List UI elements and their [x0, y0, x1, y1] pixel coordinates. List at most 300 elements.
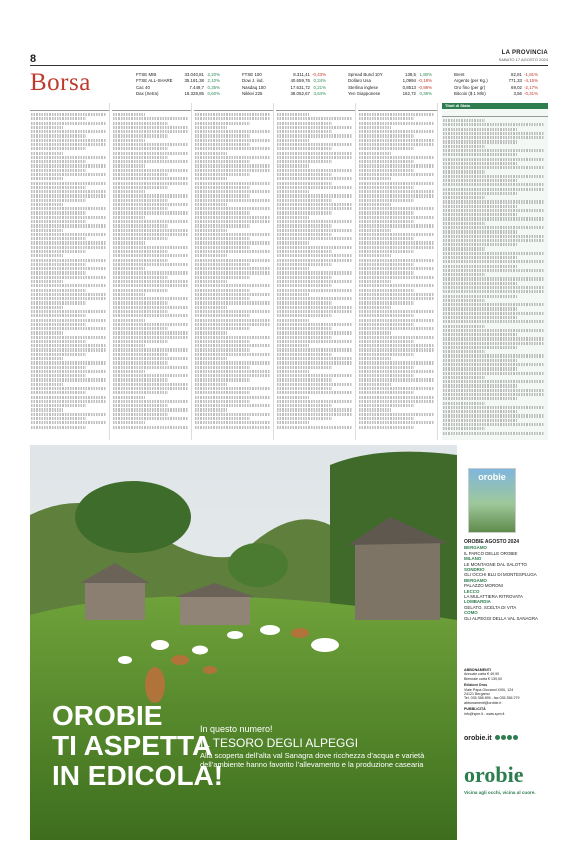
listing-line [195, 353, 270, 356]
listing-line [277, 134, 352, 137]
listing-line [443, 320, 544, 323]
listing-line [443, 329, 544, 332]
listing-line [359, 387, 434, 390]
orobie-logo: orobie [464, 762, 524, 787]
listing-line [359, 216, 434, 219]
listing-line [195, 186, 250, 189]
listing-line [113, 284, 188, 287]
listing-line [113, 233, 188, 236]
listing-line [195, 301, 270, 304]
listing-line [31, 113, 106, 116]
listing-line [195, 400, 250, 403]
listing-line [443, 243, 517, 246]
pub-line: info@spm.it - www.spm.it [464, 711, 505, 716]
listing-line [359, 421, 434, 424]
listing-line [359, 160, 414, 163]
listing-line [31, 280, 63, 283]
listing-line [31, 177, 63, 180]
listing-line [113, 177, 188, 180]
listing-line [277, 426, 352, 429]
listing-line [113, 319, 145, 322]
listing-line [277, 216, 309, 219]
listing-line [277, 413, 352, 416]
listing-line [195, 241, 270, 244]
listing-line [113, 336, 188, 339]
listing-line [359, 267, 434, 270]
listing-line [113, 199, 168, 202]
listing-line [443, 260, 544, 263]
listing-line [195, 147, 270, 150]
listing-line [195, 173, 250, 176]
listing-line [359, 224, 434, 227]
listing-line [31, 229, 63, 232]
listing-line [195, 323, 270, 326]
listing-line [277, 194, 352, 197]
listing-line [359, 284, 434, 287]
listing-line [31, 186, 86, 189]
listing-line [443, 414, 544, 417]
contents-item: LECCO LA MULATTIERA RITROVATA [464, 588, 523, 600]
listing-line [277, 224, 332, 227]
listing-line [31, 417, 86, 420]
listing-line [195, 216, 270, 219]
listing-line [443, 230, 517, 233]
listing-line [195, 306, 227, 309]
listing-line [443, 282, 517, 285]
listing-line [113, 344, 145, 347]
listing-line [195, 254, 227, 257]
listing-line [443, 299, 485, 302]
index-row: Spread Bund 10Y 138,5 1,80% [348, 72, 432, 77]
listing-line [31, 361, 106, 364]
listing-line [113, 417, 188, 420]
listing-line [277, 113, 309, 116]
listing-line [443, 419, 517, 422]
listing-line [443, 145, 485, 148]
listing-line [113, 139, 145, 142]
listing-line [113, 152, 188, 155]
listing-line [277, 400, 352, 403]
listing-line [277, 408, 352, 411]
listing-line [113, 113, 145, 116]
listing-line [277, 126, 352, 129]
listing-line [277, 117, 352, 120]
listing-line [31, 421, 106, 424]
listing-line [443, 158, 544, 161]
listing-line [443, 350, 485, 353]
listing-line [359, 126, 391, 129]
listing-line [31, 194, 106, 197]
index-row: FTSE MIB 33.040,81 2,20% [136, 72, 220, 77]
listing-line [31, 259, 106, 262]
index-row: Nasdaq 100 17.631,72 0,21% [242, 84, 326, 90]
listing-line [113, 353, 168, 356]
listing-line [113, 250, 168, 253]
listing-line [359, 396, 434, 399]
indices-block-1 [136, 72, 220, 98]
listing-line [443, 217, 544, 220]
bonds-header: Titoli di Stato [442, 103, 548, 109]
listing-line [443, 247, 485, 250]
listing-line [277, 331, 352, 334]
listing-line [443, 252, 544, 255]
listing-line [31, 207, 106, 210]
listing-line [31, 241, 106, 244]
listing-line [195, 164, 270, 167]
listing-line [113, 156, 168, 159]
listing-line [443, 200, 544, 203]
listing-line [443, 384, 517, 387]
orobie-advert [30, 445, 457, 840]
listing-line [195, 276, 250, 279]
listing-line [113, 323, 188, 326]
listing-line [113, 301, 168, 304]
listing-line [113, 331, 188, 334]
listing-line [277, 211, 332, 214]
listing-line [31, 366, 86, 369]
contents-item: BERGAMO IL PARCO DELLE OROBIE [464, 545, 518, 556]
listing-line [443, 427, 485, 430]
listing-line [443, 342, 544, 345]
listing-line [113, 194, 188, 197]
cover-logo: orobie [478, 472, 506, 482]
listing-line [443, 239, 544, 242]
listing-line [113, 130, 188, 133]
listing-line [195, 314, 250, 317]
listing-line [113, 241, 145, 244]
listing-line [443, 372, 544, 375]
index-row: Oro fino (per gr) 69,02 -2,17% [454, 84, 538, 90]
listing-line [277, 310, 352, 313]
listing-line [443, 367, 517, 370]
listing-line [443, 256, 517, 259]
listing-line [277, 323, 352, 326]
listing-line [277, 387, 332, 390]
listing-line [443, 222, 485, 225]
listing-line [113, 348, 188, 351]
listing-line [195, 156, 270, 159]
index-row: Cac 40 7.449,7 0,35% [136, 84, 220, 90]
listing-line [113, 340, 168, 343]
index-row: FTSE 100 8.311,41 -0,43% [242, 72, 326, 77]
listing-line [31, 182, 106, 185]
listing-line [113, 207, 168, 210]
listing-line [31, 353, 86, 356]
listing-line [359, 182, 434, 185]
listing-line [113, 126, 188, 129]
listing-line [195, 336, 270, 339]
listing-line [31, 293, 106, 296]
index-row: Nikkei 225 38.062,67 3,64% [242, 91, 326, 97]
listing-line [195, 199, 270, 202]
listing-line [31, 344, 106, 347]
listing-column [30, 103, 110, 440]
listing-line [277, 139, 309, 142]
listing-line [195, 246, 250, 249]
listing-line [443, 346, 517, 349]
listing-line [113, 374, 188, 377]
listing-line [443, 333, 517, 336]
facebook-icon[interactable] [495, 735, 500, 740]
listing-line [443, 325, 485, 328]
contents-item: MILANO LE MONTAGNE DAL SALOTTO [464, 556, 527, 567]
listing-line [359, 293, 434, 296]
listing-line [359, 241, 434, 244]
bonds-column [442, 103, 548, 440]
listing-line [359, 169, 414, 172]
listing-line [195, 117, 270, 120]
listing-line [195, 139, 270, 142]
listing-line [359, 378, 434, 381]
listing-line [277, 147, 332, 150]
listing-line [31, 216, 106, 219]
listing-line [195, 327, 250, 330]
listing-line [31, 160, 86, 163]
listing-line [113, 164, 145, 167]
listing-line [31, 306, 63, 309]
listing-line [31, 336, 106, 339]
listing-line [443, 303, 544, 306]
listing-line [359, 383, 391, 386]
listing-line [31, 250, 86, 253]
listing-line [113, 426, 188, 429]
listing-line [443, 286, 544, 289]
index-row: Dollaro Usa 1,0994 -0,18% [348, 78, 432, 84]
listing-line [113, 391, 168, 394]
website-row [464, 735, 518, 742]
listing-line [195, 310, 270, 313]
listing-line [113, 280, 188, 283]
listing-line [195, 404, 270, 407]
listing-line [277, 276, 332, 279]
listing-line [277, 229, 352, 232]
listing-line [277, 284, 332, 287]
listing-line [359, 147, 414, 150]
listing-line [443, 316, 517, 319]
listing-line [31, 147, 86, 150]
listing-line [31, 267, 106, 270]
listing-line [443, 192, 517, 195]
listing-line [195, 152, 227, 155]
index-row: Sterlina inglese 0,8513 -0,98% [348, 84, 432, 90]
listing-line [277, 152, 352, 155]
listing-line [31, 224, 106, 227]
listing-line [443, 363, 544, 366]
listing-line [359, 156, 434, 159]
listing-line [113, 408, 188, 411]
listing-line [359, 190, 434, 193]
listing-line [113, 267, 145, 270]
listing-line [31, 387, 106, 390]
listing-line [195, 169, 270, 172]
listing-line [359, 306, 391, 309]
listing-line [113, 173, 168, 176]
feature-title: IL TESORO DEGLI ALPEGGI [200, 736, 359, 750]
listing-line [443, 277, 544, 280]
listing-line [113, 357, 188, 360]
listing-line [195, 426, 270, 429]
listing-line [195, 319, 270, 322]
listing-line [277, 122, 332, 125]
listing-line [195, 126, 227, 129]
listing-line [113, 211, 188, 214]
listing-line [195, 160, 250, 163]
listing-line [31, 190, 106, 193]
listing-line [277, 370, 309, 373]
listing-line [113, 421, 145, 424]
ad-headline-2: TI ASPETTA [52, 730, 213, 761]
listing-line [359, 408, 391, 411]
listing-line [443, 376, 485, 379]
header-rule [30, 65, 548, 66]
listing-line [195, 263, 250, 266]
listing-line [31, 383, 63, 386]
listing-line [113, 182, 188, 185]
listing-line [277, 169, 352, 172]
listing-line [359, 344, 434, 347]
listing-line [113, 404, 168, 407]
listing-line [31, 246, 106, 249]
contents-item: LOMBARDIA GELATO, SCELTA DI VITA [464, 599, 517, 610]
website[interactable]: orobie.it [464, 735, 492, 742]
index-row: Bitcoin ($ 1 Mln) 3,56 -0,31% [454, 91, 538, 97]
listing-line [113, 160, 188, 163]
listing-line [277, 160, 332, 163]
editor-line: Viale Papa Giovanni XXIII, 124 [464, 687, 514, 692]
listing-line [359, 177, 391, 180]
listing-line [195, 289, 250, 292]
tiktok-icon[interactable] [513, 735, 518, 740]
listing-line [443, 337, 544, 340]
instagram-icon[interactable] [501, 735, 506, 740]
listing-line [31, 156, 106, 159]
listing-line [359, 353, 414, 356]
listing-line [359, 117, 414, 120]
listing-line [277, 143, 352, 146]
listing-line [277, 190, 309, 193]
listing-line [113, 186, 168, 189]
listing-line [31, 199, 86, 202]
listing-line [277, 348, 352, 351]
listing-line [277, 289, 352, 292]
listing-line [113, 361, 168, 364]
listing-line [359, 357, 391, 360]
listing-line [31, 426, 86, 429]
listing-line [277, 353, 332, 356]
tagline: Vicina agli occhi, vicina al cuore. [464, 790, 536, 795]
listing-line [443, 397, 517, 400]
listing-line [277, 306, 352, 309]
stock-listings [30, 103, 548, 440]
listing-line [113, 366, 188, 369]
listing-line [277, 259, 352, 262]
listing-line [31, 276, 106, 279]
publisher-info [464, 668, 548, 716]
listing-line [443, 312, 544, 315]
listing-line [277, 182, 332, 185]
listing-line [277, 177, 352, 180]
listing-line [359, 194, 434, 197]
listing-line [195, 348, 250, 351]
listing-line [31, 237, 86, 240]
listing-line [195, 366, 250, 369]
listing-line [195, 387, 270, 390]
listing-line [195, 130, 270, 133]
listing-line [359, 229, 391, 232]
index-row: Yen Giapponese 162,72 0,36% [348, 91, 432, 97]
listing-line [113, 396, 145, 399]
listing-line [195, 211, 250, 214]
listing-line [113, 229, 188, 232]
listing-line [31, 122, 106, 125]
listing-line [359, 233, 434, 236]
listing-line [443, 136, 544, 139]
listing-line [277, 237, 352, 240]
listing-line [443, 123, 544, 126]
listing-line [359, 413, 434, 416]
listing-line [277, 254, 352, 257]
youtube-icon[interactable] [507, 735, 512, 740]
listing-line [359, 327, 434, 330]
listing-line [359, 139, 434, 142]
listing-line [359, 220, 414, 223]
listing-line [277, 378, 332, 381]
listing-line [31, 327, 106, 330]
listing-line [359, 134, 414, 137]
listing-line [31, 348, 106, 351]
listing-line [359, 211, 414, 214]
listing-line [443, 389, 544, 392]
listing-line [277, 336, 332, 339]
listing-line [113, 117, 188, 120]
listing-line [113, 306, 188, 309]
listing-line [113, 203, 188, 206]
editor-line: Tel. 035 358 899 - fax 035 356 279 [464, 696, 520, 701]
index-row: FTSE ALL-SHARE 35.181,38 2,10% [136, 78, 220, 84]
listing-line [277, 383, 352, 386]
listing-line [195, 378, 250, 381]
listing-line [359, 366, 414, 369]
listing-line [359, 361, 434, 364]
listing-line [277, 421, 309, 424]
listing-line [113, 263, 188, 266]
listing-line [443, 295, 517, 298]
listing-line [31, 169, 86, 172]
listing-column [194, 103, 274, 440]
listing-line [359, 122, 434, 125]
listing-line [31, 263, 86, 266]
listing-line [113, 271, 188, 274]
listing-line [277, 361, 352, 364]
listing-line [113, 134, 168, 137]
listing-line [195, 122, 250, 125]
listing-line [31, 271, 86, 274]
listing-line [113, 220, 188, 223]
listing-line [277, 344, 309, 347]
issue-heading: OROBIE AGOSTO 2024 [464, 539, 520, 545]
issue-contents [464, 540, 548, 621]
listing-line [359, 173, 434, 176]
listing-line [195, 220, 270, 223]
listing-line [359, 301, 414, 304]
listing-line [359, 259, 434, 262]
listing-line [195, 421, 270, 424]
listing-line [113, 289, 168, 292]
listing-line [443, 196, 485, 199]
listing-line [195, 391, 250, 394]
listing-line [277, 271, 352, 274]
listing-line [277, 267, 309, 270]
